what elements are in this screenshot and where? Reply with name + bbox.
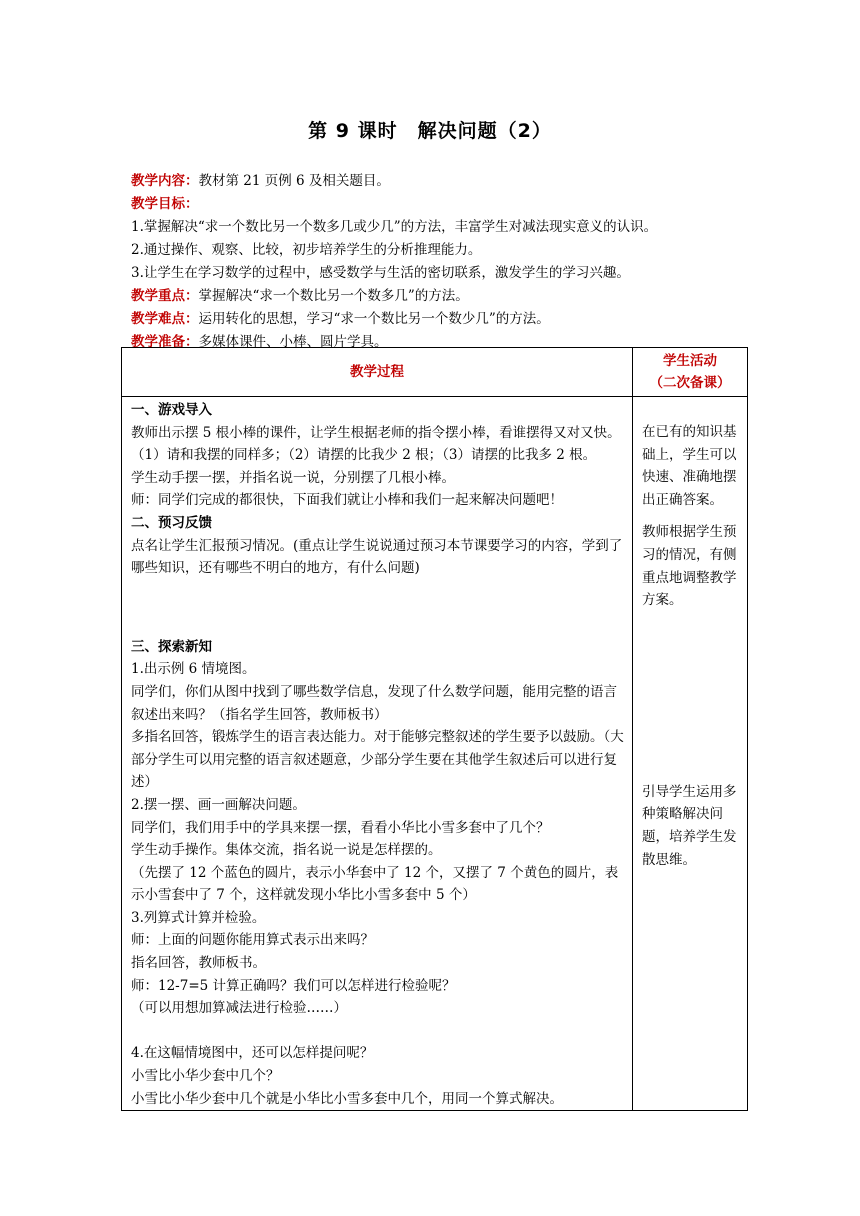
table-body-row [122,397,748,1111]
student-activity-header [632,348,747,397]
process-paragraph: 学生动手摆一摆，并指名说一说，分别摆了几根小棒。 [131,469,455,486]
process-paragraph: 小雪比小华少套中几个就是小华比小雪多套中几个，用同一个算式解决。 [131,1090,563,1107]
student-activity-header-line1: 学生活动 [662,353,717,369]
process-paragraph: 同学们，我们用手中的学具来摆一摆，看看小华比小雪多套中了几个？ [131,819,550,836]
student-activity-cell [632,397,747,1111]
preparation-label: 教学准备： [131,334,199,350]
key-point-label: 教学重点： [131,288,199,304]
section-heading: 一、游戏导入 [131,402,212,418]
teaching-content-line [131,170,751,193]
side-note: 教师根据学生预习的情况，有侧重点地调整教学方案。 [641,524,737,609]
difficulty-line [131,308,751,331]
key-point-text: 掌握解决“求一个数比另一个数多几”的方法。 [198,288,469,304]
difficulty-text: 运用转化的思想，学习“求一个数比另一个数少几”的方法。 [198,311,550,327]
lesson-table [121,347,748,1111]
student-activity-header-line2: （二次备课） [649,375,731,391]
process-paragraph: 1.出示例 6 情境图。 [131,661,256,678]
spacer [131,1020,626,1043]
teaching-goals-line [131,193,751,216]
spacer [642,612,741,781]
difficulty-label: 教学难点： [131,311,199,327]
process-paragraph: 2.摆一摆、画一画解决问题。 [131,796,306,813]
page-title: 第 9 课时 解决问题（2） [308,120,552,142]
section-heading: 二、预习反馈 [131,514,212,531]
teaching-process-header: 教学过程 [122,348,633,397]
table-header-row [122,348,748,397]
process-paragraph: 点名让学生汇报预习情况。(重点让学生说说通过预习本节课要学习的内容，学到了哪些知识，还有哪些不明白的地方，有什么问题) [131,537,623,577]
teaching-goal-item: 2.通过操作、观察、比较，初步培养学生的分析推理能力。 [131,242,482,258]
teaching-goal-item: 1.掌握解决“求一个数比另一个数多几或少几”的方法，丰富学生对减法现实意义的认识。 [131,219,658,235]
spacer [642,399,741,421]
process-paragraph: 学生动手操作。集体交流，指名说一说是怎样摆的。 [131,842,442,859]
key-point-line [131,285,751,308]
teaching-process-cell [122,397,633,1111]
process-paragraph: 4.在这幅情境图中，还可以怎样提问呢？ [131,1045,374,1062]
side-note: 引导学生运用多种策略解决问题，培养学生发散思维。 [641,783,737,868]
process-paragraph: 指名回答，教师板书。 [131,955,266,972]
process-paragraph: 多指名回答，锻炼学生的语言表达能力。对于能够完整叙述的学生要予以鼓励。（大部分学生可以用完整的语言叙述题意，少部分学生要在其他学生叙述后可以进行复述） [131,729,624,791]
process-paragraph: 小雪比小华少套中几个？ [131,1068,280,1085]
side-note: 在已有的知识基础上，学生可以快速、准确地摆出正确答案。 [641,424,737,508]
teaching-goals-label: 教学目标： [131,196,199,212]
process-paragraph: 3.列算式计算并检验。 [131,909,266,926]
process-paragraph: 师：上面的问题你能用算式表示出来吗？ [131,932,374,949]
spacer [642,511,741,521]
preparation-text: 多媒体课件、小棒、圆片学具。 [198,334,388,350]
process-paragraph: （可以用想加算减法进行检验……） [131,1000,347,1017]
process-paragraph: 师：12-7=5 计算正确吗？我们可以怎样进行检验呢？ [131,977,456,994]
lesson-header [131,170,751,354]
teaching-content-label: 教学内容： [131,173,199,189]
process-paragraph: 师：同学们完成的都很快，下面我们就让小棒和我们一起来解决问题吧！ [131,492,563,509]
section-heading: 三、探索新知 [131,638,212,655]
spacer [131,580,626,636]
teaching-content-text: 教材第 21 页例 6 及相关题目。 [198,173,390,189]
process-paragraph: （先摆了 12 个蓝色的圆片，表示小华套中了 12 个，又摆了 7 个黄色的圆片，表示小雪套中了 7 个，这样就发现小华比小雪多套中 5 个） [131,864,619,904]
teaching-goal-item: 3.让学生在学习数学的过程中，感受数学与生活的密切联系，激发学生的学习兴趣。 [131,265,630,281]
process-paragraph: 教师出示摆 5 根小棒的课件，让学生根据老师的指令摆小棒，看谁摆得又对又快。（1）请和我摆的同样多；（2）请摆的比我少 2 根；（3）请摆的比我多 2 根。 [131,424,621,464]
process-paragraph: 同学们，你们从图中找到了哪些数学信息，发现了什么数学问题，能用完整的语言叙述出来吗？（指名学生回答，教师板书） [131,683,617,723]
